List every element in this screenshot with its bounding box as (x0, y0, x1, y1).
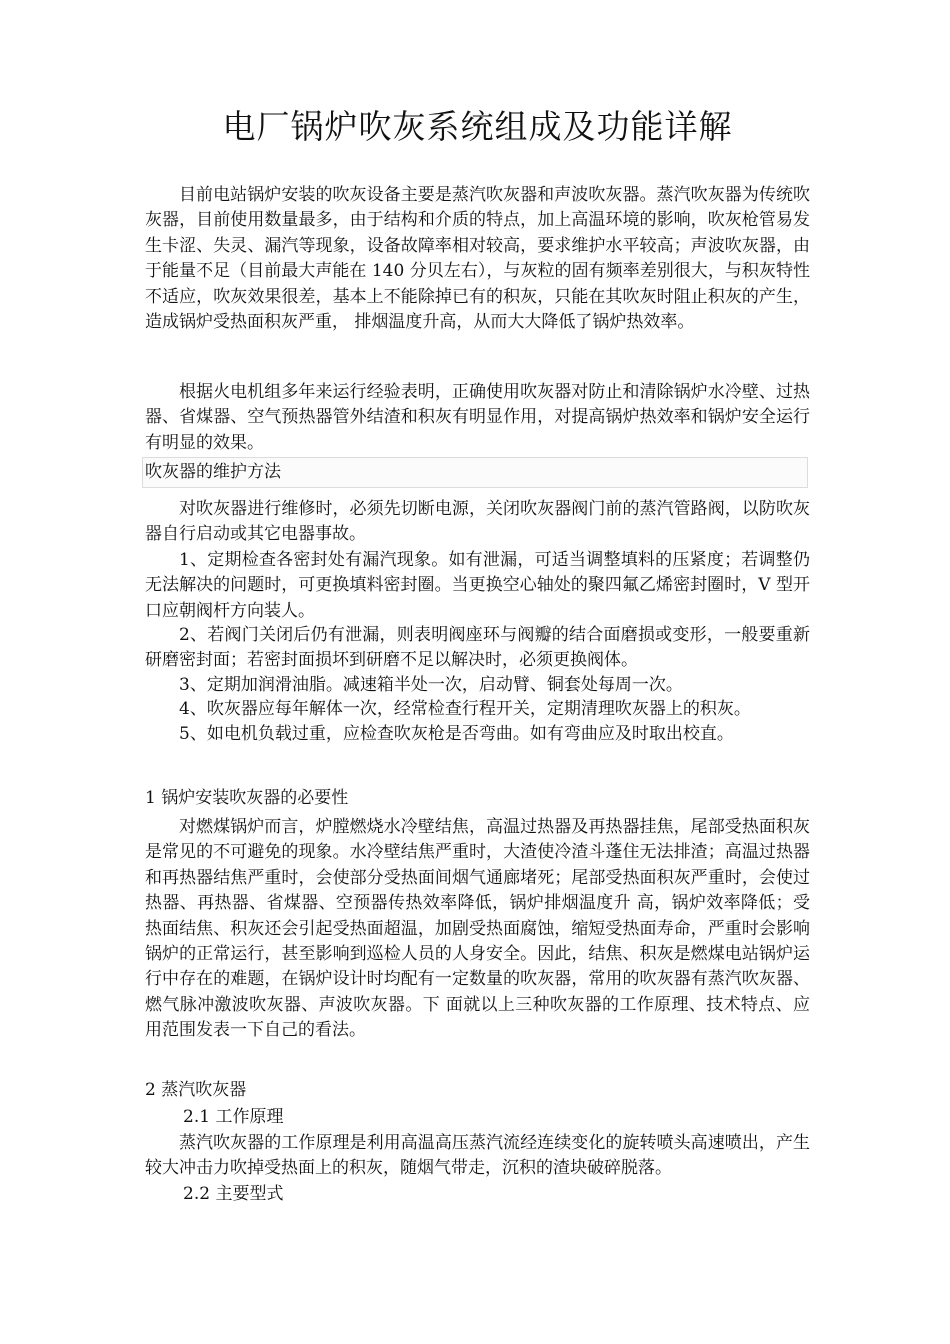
section-1-heading: 1 锅炉安装吹灰器的必要性 (145, 788, 349, 808)
document-title: 电厂锅炉吹灰系统组成及功能详解 (222, 107, 733, 146)
intro-paragraph-2: 根据火电机组多年来运行经验表明，正确使用吹灰器对防止和清除锅炉水冷壁、过热器、省煤器、空气预热器管外结渣和积灰有明显作用，对提高锅炉热效率和锅炉安全运行有明显的效果。 (145, 382, 810, 453)
maintenance-heading: 吹灰器的维护方法 (142, 457, 808, 488)
section-2-heading: 2 蒸汽吹灰器 (145, 1080, 247, 1100)
intro-paragraph-1: 目前电站锅炉安装的吹灰设备主要是蒸汽吹灰器和声波吹灰器。蒸汽吹灰器为传统吹灰器，目前使用数量最多，由于结构和介质的特点，加上高温环境的影响，吹灰枪管易发生卡涩、失灵、漏汽等现象，设备故障率相对较高，要求维护水平较高；声波吹灰器，由于能量不足（目前最大声能在 140 分贝左右），与灰粒的固有频率差别很大，与积灰特性不适应，吹灰效果很差，基本上不能除掉已有的积灰，只能在其吹灰时阻止积灰的产生， 造成锅炉受热面积灰严重， 排烟温度升高，从而大大降低了锅炉热效率。 (145, 185, 810, 333)
maintenance-item-4: 4、吹灰器应每年解体一次，经常检查行程开关，定期清理吹灰器上的积灰。 (179, 699, 751, 719)
maintenance-item-1: 1、定期检查各密封处有漏汽现象。如有泄漏，可适当调整填料的压紧度；若调整仍无法解决的问题时，可更换填料密封圈。当更换空心轴处的聚四氟乙烯密封圈时，V 型开口应朝阀杆方向装人。 (145, 550, 810, 621)
section-1-body: 对燃煤锅炉而言，炉膛燃烧水冷壁结焦，高温过热器及再热器挂焦，尾部受热面积灰是常见的不可避免的现象。水冷壁结焦严重时，大渣使冷渣斗蓬住无法排渣；高温过热器和再热器结焦严重时，会使部分受热面间烟气通廊堵死；尾部受热面积灰严重时，会使过热器、再热器、省煤器、空预器传热效率降低，锅炉排烟温度升 高，锅炉效率降低；受热面结焦、积灰还会引起受热面超温，加剧受热面腐蚀，缩短受热面寿命，严重时会影响锅炉的正常运行，甚至影响到巡检人员的人身安全。因此，结焦、积灰是燃煤电站锅炉运行中存在的难题，在锅炉设计时均配有一定数量的吹灰器，常用的吹灰器有蒸汽吹灰器、燃气脉冲激波吹灰器、声波吹灰器。下 面就以上三种吹灰器的工作原理、技术特点、应用范围发表一下自己的看法。 (145, 817, 810, 1041)
maintenance-item-2: 2、若阀门关闭后仍有泄漏，则表明阀座环与阀瓣的结合面磨损或变形，一般要重新研磨密封面；若密封面损坏到研磨不足以解决时，必须更换阀体。 (145, 625, 810, 671)
section-2-1-body: 蒸汽吹灰器的工作原理是利用高温高压蒸汽流经连续变化的旋转喷头高速喷出，产生较大冲击力吹掉受热面上的积灰，随烟气带走，沉积的渣块破碎脱落。 (145, 1133, 810, 1179)
maintenance-lead-paragraph: 对吹灰器进行维修时，必须先切断电源，关闭吹灰器阀门前的蒸汽管路阀，以防吹灰器自行启动或其它电器事故。 (145, 499, 810, 545)
section-2-1-heading: 2.1 工作原理 (183, 1107, 284, 1127)
maintenance-item-5: 5、如电机负载过重，应检查吹灰枪是否弯曲。如有弯曲应及时取出校直。 (179, 724, 734, 744)
section-2-2-heading: 2.2 主要型式 (183, 1184, 284, 1204)
maintenance-item-3: 3、定期加润滑油脂。减速箱半处一次，启动臂、铜套处每周一次。 (179, 675, 683, 695)
